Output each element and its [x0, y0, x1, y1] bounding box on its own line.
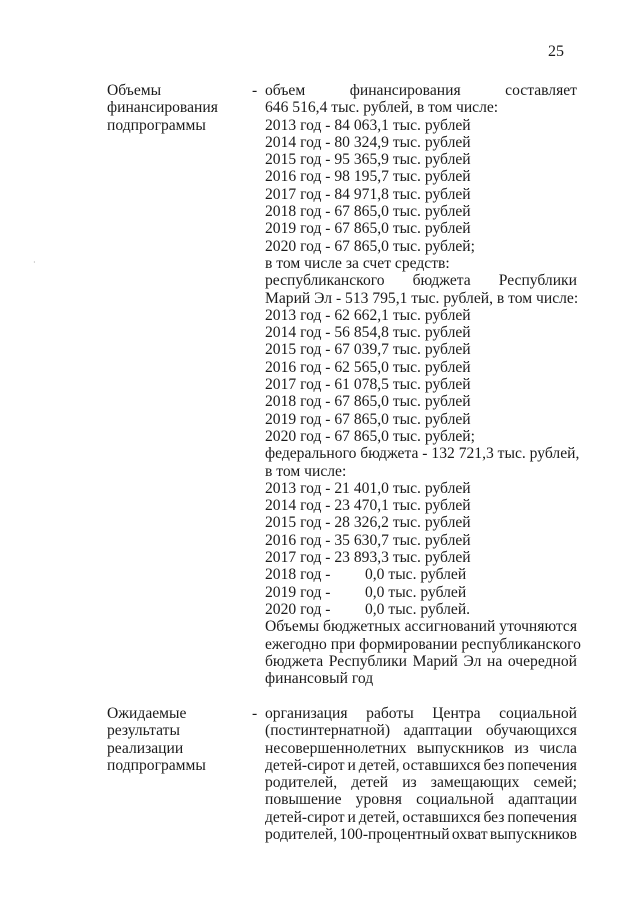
word: выпускников	[416, 739, 505, 757]
total-line: 646 516,4 тыс. рублей, в том числе:	[265, 99, 499, 117]
word: родителей,	[265, 774, 338, 792]
dash-marker: -	[252, 82, 258, 99]
federal-year-row: 2017 год - 23 893,3 тыс. рублей	[265, 549, 471, 567]
federal-zero-row	[265, 584, 577, 601]
word: детей-сирот	[265, 756, 345, 774]
word: адаптации	[508, 791, 577, 809]
word: республиканского	[265, 272, 385, 290]
label-line: Ожидаемые	[107, 705, 187, 722]
financing-label	[107, 82, 258, 134]
federal-year-row: 2013 год - 21 401,0 тыс. рублей	[265, 479, 471, 497]
label-line: Объемы	[107, 82, 162, 99]
financing-content	[265, 82, 581, 688]
margin-mark: ·	[33, 258, 36, 267]
word: оставшихся	[402, 808, 481, 826]
word: работы	[366, 705, 414, 722]
federal-year-row: 2015 год - 28 326,2 тыс. рублей	[265, 514, 471, 532]
federal-zero-row	[265, 566, 577, 583]
word: без	[483, 756, 505, 774]
result-line	[265, 791, 577, 808]
total-year-row: 2017 год - 84 971,8 тыс. рублей	[265, 185, 471, 203]
note-line: бюджета Республики Марий Эл на очередной	[265, 652, 577, 670]
republic-year-row: 2019 год - 67 865,0 тыс. рублей	[265, 410, 471, 428]
word: повышение	[265, 791, 342, 809]
word: замещающих	[430, 774, 520, 792]
word: Республики	[498, 272, 577, 290]
zero-value: 0,0	[364, 566, 385, 584]
word: детей-сирот	[265, 808, 345, 826]
federal-total: федерального бюджета - 132 721,3 тыс. рублей,	[265, 445, 580, 463]
total-year-row: 2016 год - 98 195,7 тыс. рублей	[265, 168, 471, 186]
total-year-row: 2014 год - 80 324,9 тыс. рублей	[265, 133, 471, 151]
word: финансирования	[349, 82, 461, 99]
word: адаптации	[403, 722, 473, 740]
result-line	[265, 740, 577, 757]
word: и	[347, 808, 356, 826]
word: родителей,	[265, 826, 338, 844]
republic-year-row: 2020 год - 67 865,0 тыс. рублей;	[265, 427, 475, 445]
word: из	[514, 739, 529, 757]
dash-marker: -	[252, 705, 258, 722]
republic-year-row: 2014 год - 56 854,8 тыс. рублей	[265, 324, 471, 342]
zero-value: 0,0	[364, 600, 385, 618]
word: составляет	[505, 82, 577, 99]
result-line	[265, 757, 577, 774]
word: несовершеннолетних	[265, 739, 407, 757]
intro-line	[265, 82, 577, 99]
federal-zero-row	[265, 601, 577, 618]
word: уровня	[355, 791, 402, 809]
note-last-line: финансовый год	[265, 670, 374, 688]
republic-budget-line	[265, 272, 577, 289]
word: попечения	[507, 808, 577, 826]
word: организация	[265, 705, 348, 722]
republic-year-row: 2018 год - 67 865,0 тыс. рублей	[265, 393, 471, 411]
word: 100-процентный	[339, 826, 450, 844]
page-number: 25	[548, 43, 564, 60]
label-line: подпрограммы	[107, 116, 206, 134]
word: детей	[351, 774, 389, 792]
word: социальной	[416, 791, 494, 809]
word: из	[402, 774, 417, 792]
expected-results-label	[107, 705, 258, 774]
word: охват	[451, 826, 488, 844]
word: семей;	[533, 774, 577, 792]
label-line: финансирования	[107, 99, 218, 117]
unit: тыс. рублей	[388, 583, 467, 601]
word: социальной	[499, 705, 577, 722]
word: числа	[539, 739, 577, 757]
year-label: 2018 год -	[265, 566, 331, 584]
word: попечения	[507, 756, 577, 774]
word: бюджета	[412, 272, 471, 290]
total-year-row: 2019 год - 67 865,0 тыс. рублей	[265, 220, 471, 238]
sources-intro: в том числе за счет средств:	[265, 254, 450, 272]
result-line	[265, 705, 577, 722]
total-year-row: 2018 год - 67 865,0 тыс. рублей	[265, 203, 471, 221]
total-year-row: 2015 год - 95 365,9 тыс. рублей	[265, 151, 471, 169]
label-line: реализации	[107, 739, 184, 757]
zero-value: 0,0	[364, 583, 385, 601]
federal-year-row: 2014 год - 23 470,1 тыс. рублей	[265, 497, 471, 515]
unit: тыс. рублей.	[388, 600, 471, 618]
note-line: ежегодно при формировании республиканского	[265, 635, 581, 653]
year-label: 2020 год -	[265, 600, 331, 618]
word: оставшихся	[402, 756, 481, 774]
expected-results-content	[265, 705, 577, 843]
word: (постинтернатной)	[265, 722, 391, 740]
total-year-row: 2020 год - 67 865,0 тыс. рублей;	[265, 237, 475, 255]
note-line: Объемы бюджетных ассигнований уточняются	[265, 618, 577, 636]
word: детей,	[358, 756, 400, 774]
year-label: 2019 год -	[265, 583, 331, 601]
word: выпускников	[489, 826, 577, 844]
republic-total: Марий Эл - 513 795,1 тыс. рублей, в том числе:	[265, 289, 579, 307]
result-line	[265, 774, 577, 791]
word: и	[347, 756, 356, 774]
word: детей,	[358, 808, 400, 826]
word: Центра	[432, 705, 481, 722]
total-year-row: 2013 год - 84 063,1 тыс. рублей	[265, 116, 471, 134]
federal-incl: в том числе:	[265, 462, 347, 480]
label-line: подпрограммы	[107, 756, 206, 774]
republic-year-row: 2015 год - 67 039,7 тыс. рублей	[265, 341, 471, 359]
word: без	[483, 808, 505, 826]
republic-year-row: 2016 год - 62 565,0 тыс. рублей	[265, 358, 471, 376]
result-line	[265, 722, 577, 739]
word: обучающихся	[485, 722, 577, 740]
federal-year-row: 2016 год - 35 630,7 тыс. рублей	[265, 531, 471, 549]
republic-year-row: 2017 год - 61 078,5 тыс. рублей	[265, 376, 471, 394]
unit: тыс. рублей	[388, 566, 467, 584]
republic-year-row: 2013 год - 62 662,1 тыс. рублей	[265, 306, 471, 324]
result-line	[265, 826, 577, 843]
word: объем	[265, 82, 306, 99]
result-line	[265, 809, 577, 826]
label-line: результаты	[107, 722, 180, 740]
